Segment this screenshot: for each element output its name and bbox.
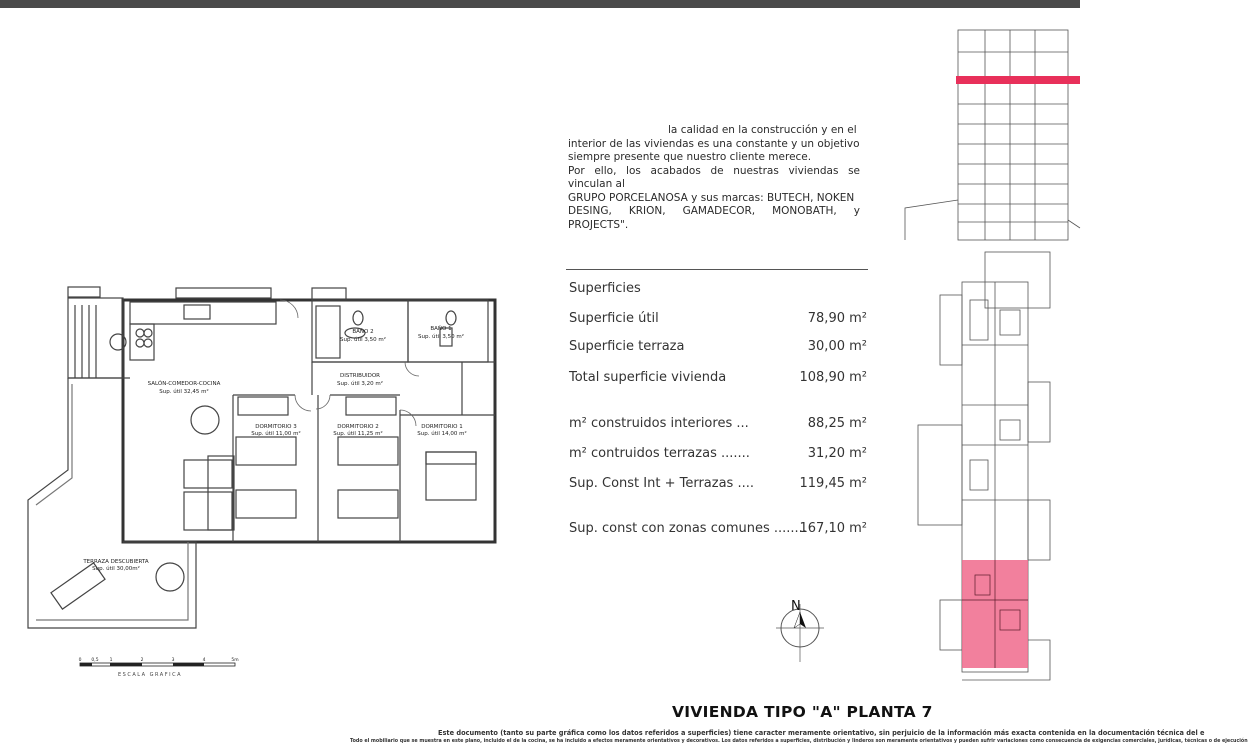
scale-tick: 5m: [231, 658, 239, 663]
scale-tick: 0,5: [91, 658, 99, 663]
room-label-distribuidor: DISTRIBUIDOR: [340, 373, 380, 379]
row-label: Total superficie vivienda: [569, 370, 727, 385]
scale-tick: 0: [78, 658, 82, 663]
row-value: 119,45 m²: [799, 476, 867, 491]
row-value: 30,00 m²: [807, 339, 867, 354]
superficies-title: Superficies: [569, 281, 641, 296]
current-floor-marker: [956, 76, 1080, 84]
room-label-bano2: BAÑO 2: [352, 329, 374, 335]
row-value: 88,25 m²: [807, 416, 867, 431]
room-area-dorm3: Sup. útil 11,00 m²: [251, 431, 301, 437]
row-value: 31,20 m²: [807, 446, 867, 461]
room-area-terraza: Sup. útil 30,00m²: [92, 566, 140, 572]
scale-tick: 3: [171, 658, 175, 663]
room-label-dorm3: DORMITORIO 3: [255, 424, 297, 430]
room-label-dorm1: DORMITORIO 1: [421, 424, 463, 430]
intro-line: interior de las viviendas es una constante y un objetivo: [568, 137, 860, 150]
north-label: N: [791, 599, 801, 614]
plan-title: VIVIENDA TIPO "A" PLANTA 7: [672, 703, 933, 721]
room-label-dorm2: DORMITORIO 2: [337, 424, 379, 430]
room-area-dorm1: Sup. útil 14,00 m²: [417, 431, 467, 437]
room-area-salon: Sup. útil 32,45 m²: [159, 389, 209, 395]
row-label: m² construidos interiores ...: [569, 416, 749, 431]
room-area-bano2: Sup. útil 3,50 m²: [340, 337, 386, 343]
intro-line: la calidad en la construcción y en el: [668, 124, 857, 136]
row-label: Sup. const con zonas comunes ........: [569, 521, 807, 536]
room-label-bano1: BAÑO 1: [430, 326, 452, 332]
disclaimer-secondary: Todo el mobiliario que se muestra en este plano, incluido el de la cocina, se ha incluido a efectos meramente orientativos y decorativos. Los datos referidos a superficies, distribución y linderos son meramente orientativos y pueden sufrir variaciones como consecuencia de exigencias comerciales, jurídicas, técnicas o de ejecución: [350, 739, 1248, 744]
building-elevation: [905, 30, 1080, 240]
row-label: Superficie útil: [569, 311, 659, 326]
scale-label: ESCALA GRAFICA: [118, 672, 182, 678]
row-label: m² contruidos terrazas .......: [569, 446, 750, 461]
row-value: 78,90 m²: [807, 311, 867, 326]
intro-line: Por ello, los acabados de nuestras viviendas se vinculan al: [568, 164, 860, 190]
scale-bar: [79, 657, 239, 678]
room-label-salon: SALÓN-COMEDOR-COCINA: [147, 381, 221, 387]
north-compass-icon: [776, 599, 824, 662]
intro-line: GRUPO PORCELANOSA y sus marcas: BUTECH, NOKEN: [568, 191, 855, 204]
disclaimer-main: Este documento (tanto su parte gráfica como los datos referidos a superficies) tiene caracter meramente orientativo, sin perjuicio de la información más exacta contenida en la documentación técnica del e: [438, 729, 1205, 737]
room-area-dorm2: Sup. útil 11,25 m²: [333, 431, 383, 437]
scale-tick: 4: [202, 658, 206, 663]
room-area-distribuidor: Sup. útil 3,20 m²: [337, 381, 383, 387]
row-value: 108,90 m²: [799, 370, 867, 385]
scale-tick: 2: [140, 658, 144, 663]
row-label: Superficie terraza: [569, 339, 685, 354]
row-value: 167,10 m²: [799, 521, 867, 536]
row-label: Sup. Const Int + Terrazas ....: [569, 476, 754, 491]
door-swings: [280, 300, 419, 426]
room-area-bano1: Sup. útil 3,50 m²: [418, 334, 464, 340]
room-label-terraza: TERRAZA DESCUBIERTA: [83, 559, 149, 565]
intro-line: DESING, KRION, GAMADECOR, MONOBATH, y PROJECTS".: [568, 205, 860, 231]
scale-tick: 1: [109, 658, 113, 663]
intro-line: siempre presente que nuestro cliente merece.: [568, 151, 812, 163]
